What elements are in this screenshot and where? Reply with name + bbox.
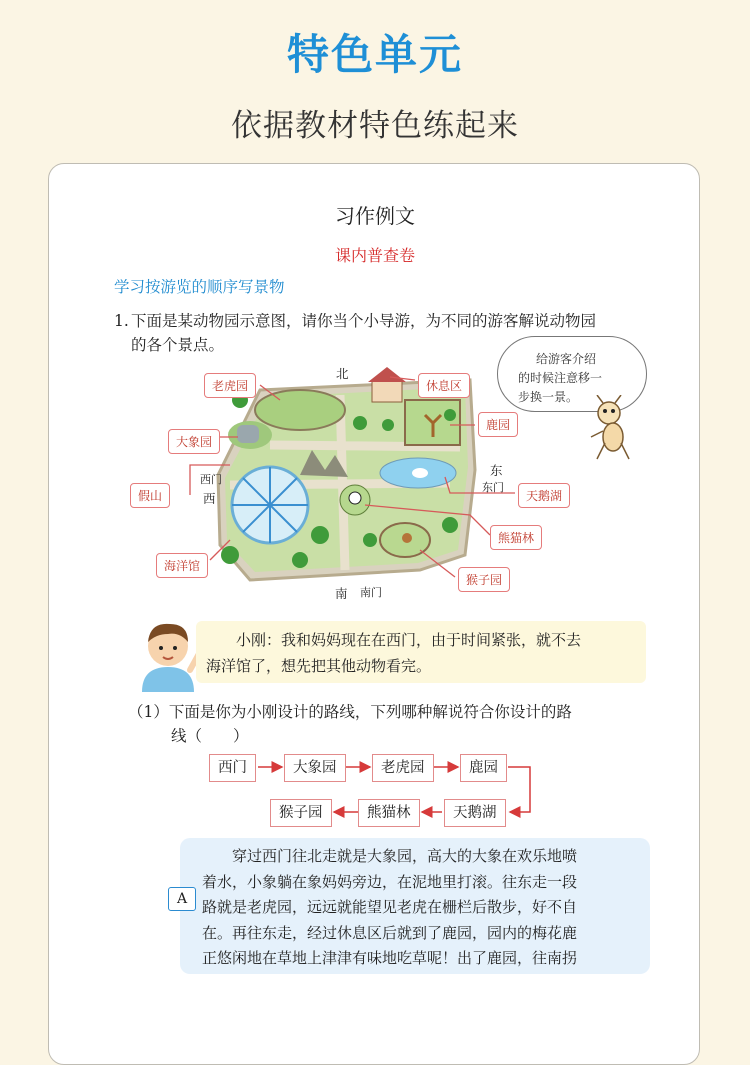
option-a-line-1: 穿过西门往北走就是大象园，高大的大象在欢乐地喷: [232, 847, 578, 865]
gate-east: 东门: [482, 481, 504, 494]
option-a-text: [202, 844, 642, 972]
option-a-line-5: 正悠闲地在草地上津津有味地吃草呢！出了鹿园，往南拐: [202, 949, 578, 967]
label-panda-forest: 熊猫林: [490, 525, 542, 550]
tip-line-1: 给游客介绍: [536, 352, 597, 366]
question-line-2: 的各个景点。: [131, 336, 225, 354]
page-subtitle: 依据教材特色练起来: [231, 108, 519, 144]
subquestion-line-1: （1）下面是你为小刚设计的路线，下列哪种解说符合你设计的路: [128, 703, 572, 721]
tip-line-3: 步换一景。: [518, 390, 579, 404]
label-rockery: 假山: [130, 483, 170, 508]
route-step-panda: 熊猫林: [358, 799, 420, 827]
gate-south: 南门: [360, 586, 382, 599]
subquestion-line-2: 线（ ）: [171, 727, 249, 745]
route-step-tiger: 老虎园: [372, 754, 434, 782]
tip-line-2: 的时候注意移一: [518, 371, 603, 385]
compass-west: 西: [203, 491, 216, 506]
option-a-line-4: 在。再往东走，经过休息区后就到了鹿园，园内的梅花鹿: [202, 923, 578, 942]
speech-line-1: 小刚：我和妈妈现在在西门，由于时间紧张，就不去: [236, 631, 582, 649]
option-a-line-3: 路就是老虎园，远远就能望见老虎在栅栏后散步，好不自: [202, 898, 578, 916]
route-step-monkey: 猴子园: [270, 799, 332, 827]
label-swan-lake: 天鹅湖: [518, 483, 570, 508]
question-number: 1.: [114, 312, 129, 330]
label-ocean-hall: 海洋馆: [156, 553, 208, 578]
label-deer-park: 鹿园: [478, 412, 518, 437]
ant-mascot-icon: [585, 395, 645, 465]
label-elephant-park: 大象园: [168, 429, 220, 454]
compass-south: 南: [335, 586, 348, 601]
route-step-elephant: 大象园: [284, 754, 346, 782]
gate-west: 西门: [200, 473, 222, 486]
section-title: 习作例文: [335, 204, 415, 228]
label-monkey-park: 猴子园: [458, 567, 510, 592]
speech-line-2: 海洋馆了，想先把其他动物看完。: [206, 657, 432, 675]
section-subtitle: 课内普查卷: [334, 246, 415, 265]
page-title: 特色单元: [286, 30, 463, 79]
option-a-line-2: 着水，小象躺在象妈妈旁边，在泥地里打滚。往东走一段: [202, 872, 578, 891]
compass-east: 东: [490, 463, 503, 478]
question-line-1: 下面是某动物园示意图，请你当个小导游，为不同的游客解说动物园: [131, 312, 597, 330]
label-rest-area: 休息区: [418, 373, 470, 398]
compass-north: 北: [336, 366, 349, 381]
route-step-swan: 天鹅湖: [444, 799, 506, 827]
label-tiger-park: 老虎园: [204, 373, 256, 398]
route-step-deer: 鹿园: [460, 754, 507, 782]
topic-heading: 学习按游览的顺序写景物: [114, 278, 285, 296]
option-a-label[interactable]: A: [168, 887, 196, 911]
speech-text: [206, 627, 642, 679]
subquestion-1: [128, 700, 658, 748]
route-step-west-gate: 西门: [209, 754, 256, 782]
